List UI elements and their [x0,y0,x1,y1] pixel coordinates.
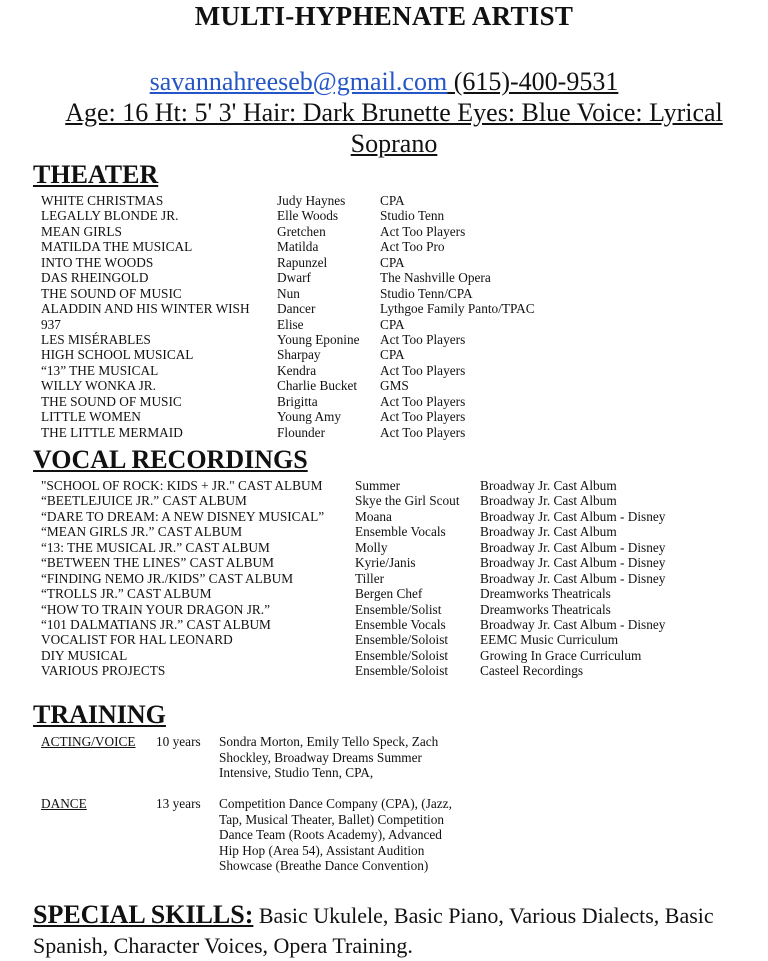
credit-company: CPA [380,316,405,332]
credit-title: VARIOUS PROJECTS [41,663,166,679]
credit-company: Act Too Pro [380,239,445,255]
credit-company: Studio Tenn/CPA [380,285,473,301]
credit-title: “BEETLEJUICE JR.” CAST ALBUM [41,493,247,509]
credit-company: Act Too Players [380,331,466,347]
credit-title: “BETWEEN THE LINES” CAST ALBUM [41,555,274,571]
credit-role: Ensemble/Soloist [355,632,449,648]
special-skills-text: Basic Ukulele, Basic Piano, Various Dialects, Basic Spanish, Character Voices, Opera Training. [33,903,714,958]
credit-company: Broadway Jr. Cast Album - Disney [480,539,666,555]
credit-company: Broadway Jr. Cast Album - Disney [480,570,666,586]
credit-role: Young Amy [277,409,342,425]
credit-title: LITTLE WOMEN [41,409,141,425]
credit-title: MATILDA THE MUSICAL [41,239,193,255]
credit-role: Brigitta [277,393,318,409]
credit-title: THE LITTLE MERMAID [41,424,183,440]
credit-role: Sharpay [277,347,321,363]
credit-title: WHITE CHRISTMAS [41,193,164,208]
credit-role: Elise [277,316,304,332]
credit-title: DAS RHEINGOLD [41,270,149,286]
credit-company: Studio Tenn [380,208,445,224]
credit-role: Dancer [277,301,316,317]
email-link[interactable]: savannahreeseb@gmail.com [149,67,448,96]
credit-company: Broadway Jr. Cast Album - Disney [480,508,666,524]
credit-title: “HOW TO TRAIN YOUR DRAGON JR.” [41,601,271,617]
credit-role: Kyrie/Janis [355,555,416,571]
credit-role: Skye the Girl Scout [355,493,460,509]
credit-title: “DARE TO DREAM: A NEW DISNEY MUSICAL” [41,508,325,524]
credit-title: THE SOUND OF MUSIC [41,393,182,409]
credit-title: “MEAN GIRLS JR.” CAST ALBUM [41,524,243,540]
credit-company: EEMC Music Curriculum [480,632,619,648]
credit-company: Dreamworks Theatricals [480,586,611,602]
credit-role: Nun [277,285,300,301]
credit-company: Broadway Jr. Cast Album [480,478,617,493]
credit-title: LEGALLY BLONDE JR. [41,208,179,224]
training-row [41,734,471,784]
credit-title: VOCALIST FOR HAL LEONARD [41,632,233,648]
credit-role: Elle Woods [277,208,339,224]
training-detail: Competition Dance Company (CPA), (Jazz, Tap, Musical Theater, Ballet) Competition Dance Team (Roots Academy), Advanced Hip Hop (Area 54), Assistant Audition Showcase (Breathe Dance Convention) [219,796,452,873]
credit-company: GMS [380,378,409,394]
credit-title: “TROLLS JR.” CAST ALBUM [41,586,212,602]
credit-title: 937 [41,316,61,332]
credit-role: Ensemble Vocals [355,616,446,632]
credit-title: THE SOUND OF MUSIC [41,285,182,301]
credit-role: Gretchen [277,223,326,239]
credit-company: The Nashville Opera [380,270,491,286]
credit-company: Broadway Jr. Cast Album [480,493,617,509]
stats-line: Age: 16 Ht: 5' 3' Hair: Dark Brunette Eyes: Blue Voice: Lyrical Soprano [65,98,723,158]
credit-company: Broadway Jr. Cast Album - Disney [480,555,666,571]
credit-role: Young Eponine [277,331,360,347]
credit-company: Act Too Players [380,424,466,440]
training-years: 10 years [156,734,201,749]
training-heading: TRAINING [33,700,166,729]
credit-role: Molly [355,539,388,555]
credit-role: Bergen Chef [355,586,423,602]
training-row [41,796,471,891]
training-area: ACTING/VOICE [41,734,136,749]
credit-role: Ensemble Vocals [355,524,446,540]
credit-company: Act Too Players [380,393,466,409]
phone-number: (615)-400-9531 [447,67,619,96]
special-skills-label: SPECIAL SKILLS: [33,900,254,929]
resume-title: MULTI-HYPHENATE ARTIST [194,1,574,31]
credit-role: Kendra [277,362,317,378]
contact-line [0,66,768,98]
credit-company: Lythgoe Family Panto/TPAC [380,301,535,317]
credit-title: WILLY WONKA JR. [41,378,157,394]
vocal-recordings-heading: VOCAL RECORDINGS [33,445,308,474]
credit-title: HIGH SCHOOL MUSICAL [41,347,194,363]
credit-role: Tiller [355,570,385,586]
credit-role: Dwarf [277,270,311,286]
credit-role: Rapunzel [277,254,328,270]
credit-role: Ensemble/Solist [355,601,442,617]
credit-role: Moana [355,508,392,524]
credit-role: Matilda [277,239,319,255]
credit-title: “FINDING NEMO JR./KIDS” CAST ALBUM [41,570,294,586]
credit-company: Act Too Players [380,409,466,425]
credit-title: ALADDIN AND HIS WINTER WISH [41,301,250,317]
credit-role: Flounder [277,424,326,440]
training-years: 13 years [156,796,201,811]
credit-title: MEAN GIRLS [41,223,122,239]
credit-company: Growing In Grace Curriculum [480,647,642,663]
credit-title: INTO THE WOODS [41,254,154,270]
credit-company: Broadway Jr. Cast Album [480,524,617,540]
credit-company: CPA [380,254,405,270]
credit-role: Ensemble/Soloist [355,663,449,679]
credit-company: Casteel Recordings [480,663,584,679]
training-area: DANCE [41,796,87,811]
credit-title: “101 DALMATIANS JR.” CAST ALBUM [41,616,271,632]
credit-role: Ensemble/Soloist [355,647,449,663]
credit-title: “13” THE MUSICAL [41,362,159,378]
credit-company: CPA [380,347,405,363]
credit-title: LES MISÉRABLES [41,331,151,347]
credit-title: "SCHOOL OF ROCK: KIDS + JR." CAST ALBUM [41,478,323,493]
credit-role: Charlie Bucket [277,378,358,394]
credit-role: Judy Haynes [277,193,346,208]
credit-title: “13: THE MUSICAL JR.” CAST ALBUM [41,539,270,555]
special-skills [33,900,753,961]
credit-company: Broadway Jr. Cast Album - Disney [480,616,666,632]
credit-title: DIY MUSICAL [41,647,128,663]
credit-role: Summer [355,478,401,493]
credit-company: Act Too Players [380,223,466,239]
credit-company: Dreamworks Theatricals [480,601,611,617]
credit-company: Act Too Players [380,362,466,378]
training-detail: Sondra Morton, Emily Tello Speck, Zach Shockley, Broadway Dreams Summer Intensive, Studio Tenn, CPA, [219,734,439,780]
theater-heading: THEATER [33,160,159,189]
credit-company: CPA [380,193,405,208]
